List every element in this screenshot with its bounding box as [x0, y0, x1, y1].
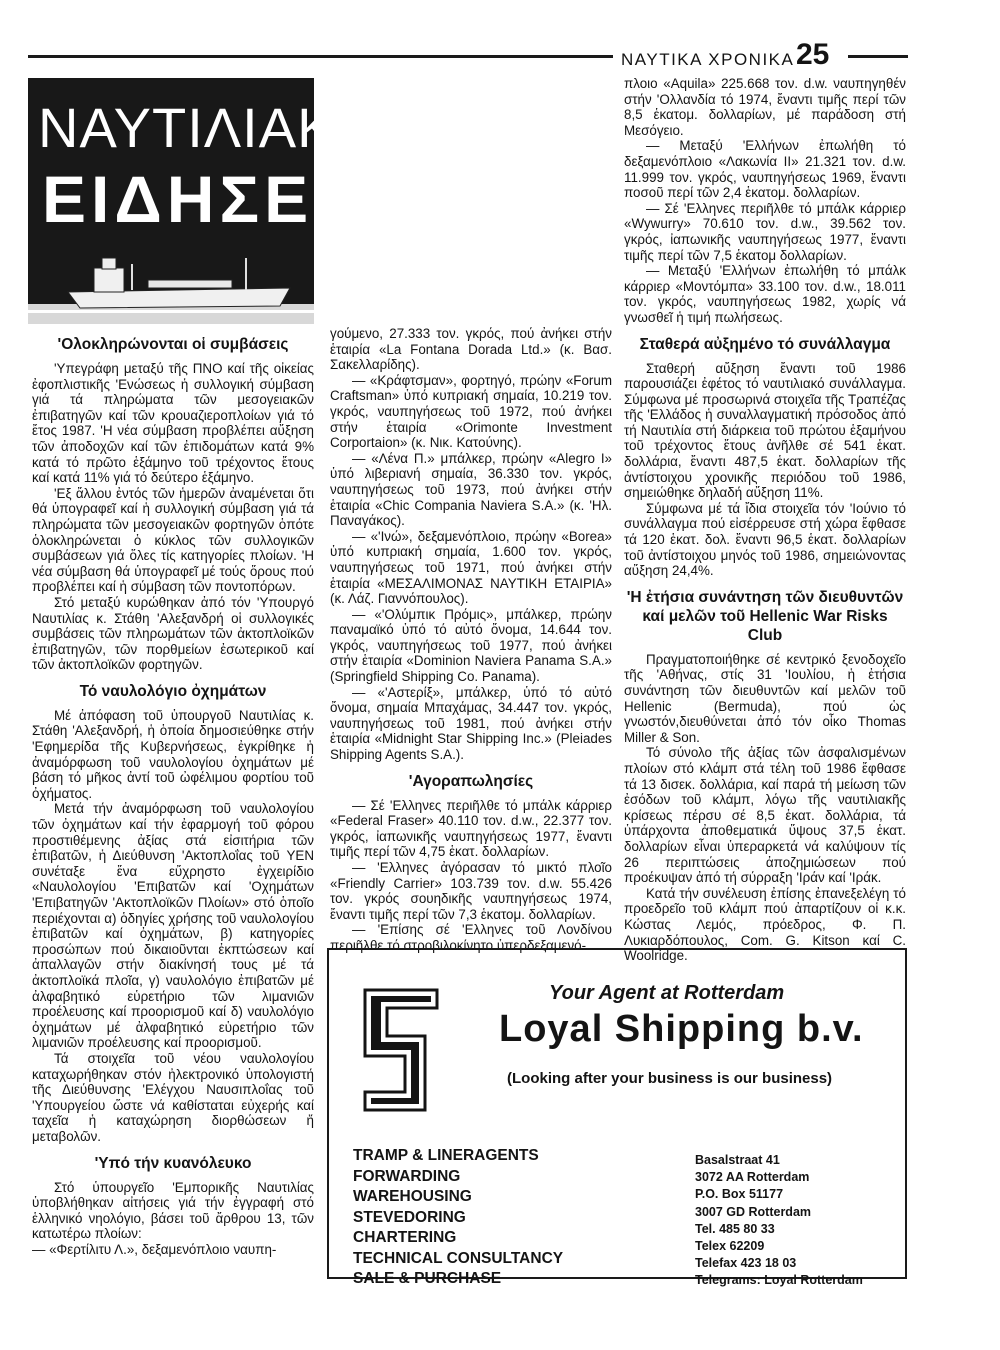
- header-rule-left: [28, 55, 613, 58]
- paragraph: Τό σύνολο τῆς ἀξίας τῶν ἀσφαλισμένων πλοίων στό κλάμπ στά τέλη τοῦ 1986 ἔφθασε τά 13 δισεκ. δολλάρια, καί παρά τή μείωση τῶν ἐσόδων τοῦ κλάμπ, λόγω τῆς ναυτιλιακῆς κρίσεως πέρσυ σέ 8,5 ἑκατ. δολλάρια, τά ὑπάρχοντα ἀποθεματικά ὕψους 37,5 ἑκατ. δολλαρίων εἶναι ὑπεραρκετά νά καλύψουν τίς 26 περιπτώσεις ἀποζημιώσεων πού προέκυψαν ἀπό τή σύρραξη 'Ιράν καί 'Ιράκ.: [624, 745, 906, 886]
- paragraph: Μέ ἀπόφαση τοῦ ὑπουργοῦ Ναυτιλίας κ. Στάθη 'Αλεξανδρή, ἡ ὁποία δημοσιεύθηκε στήν 'Εφημερίδα τῆς Κυβερνήσεως, ἐγκρίθηκε ἡ ἀναμόρφωση τοῦ ναυλολογίου ὀχημάτων μέ βάση τό μῆκος ἀντί τοῦ ὠφέλιμου φορτίου τοῦ ὀχήματος.: [32, 707, 314, 801]
- ship-illustration: [28, 234, 314, 324]
- paragraph: — «Λένα Π.» μπάλκερ, πρώην «Alegro I» ὑπό λιβεριανή σημαία, 36.330 τον. γκρός, ναυπηγήσεως τοῦ 1973, πού ἀνήκει στήν ἑταιρία «Chic Compania Naviera S.A.» (κ. 'Ηλ. Παναγάκος).: [330, 450, 612, 529]
- paragraph: — 'Ελληνες ἀγόρασαν τό μικτό πλοῖο «Friendly Carrier» 103.739 τον. d.w. 55.426 τον. γκρός σουηδικῆς ναυπηγήσεως 1974, ἔναντι τιμῆς περί τῶν 7,3 ἑκατομ. δολλαρίων.: [330, 860, 612, 922]
- ad-company-name: Loyal Shipping b.v.: [499, 1008, 864, 1050]
- paragraph: — Σέ 'Ελληνες περιῆλθε τό μπάλκ κάρριερ «Wywurry» 70.610 τον. d.w., 39.562 τον. γκρός, ἰαπωνικῆς ναυπηγήσεως 1977, ἔναντι τιμῆς περί τῶν 7,5 ἑκατομ δολλαρίων.: [624, 200, 906, 263]
- ad-slogan: (Looking after your business is our business): [507, 1070, 833, 1087]
- heading-foreign-exchange: Σταθερά αὐξημένο τό συνάλλαγμα: [639, 335, 891, 353]
- heading-greek-flag: 'Υπό τήν κυανόλευκο: [94, 1154, 252, 1172]
- paragraph: — Μεταξύ 'Ελλήνων ἐπωλήθη τό δεξαμενόπλοιο «Λακωνία ΙΙ» 21.321 τον. d.w. 11.999 τον. γκρός, ναυπηγήσεως 1969, ἔναντι ποσοῦ περί τῶν 2,4 ἑκατομ. δολλαρίων.: [624, 138, 906, 201]
- column-3: [624, 76, 906, 964]
- list-item: STEVEDORING: [353, 1208, 466, 1226]
- header-rule-right: [848, 55, 908, 58]
- heading-war-risks-club: 'Η ἐτήσια συνάντηση τῶν διευθυντῶν καί μελῶν τοῦ Hellenic War Risks Club: [626, 588, 904, 644]
- section-banner: [28, 78, 410, 322]
- paragraph: 'Υπεγράφη μεταξύ τῆς ΠΝΟ καί τῆς οἰκείας ἐφοπλιστικῆς 'Ενώσεως ἡ συλλογική σύμβαση γιά τά πληρώματα τῶν μεσογειακῶν ἐπιβατηγῶν καί τῶν κρουαζιεροπλοίων γιά τό ἔτος 1987. 'Η νέα σύμβαση προβλέπει αὔξηση τῶν ἀποδοχῶν καί τῶν ἐπιδομάτων κατά 9% κατά τό πρῶτο ἑξάμηνο τοῦ τρέχοντος ἔτους καί κατά 11% γιά τό δεύτερο ἑξάμηνο.: [32, 361, 314, 486]
- list-item: 3007 GD Rotterdam: [695, 1204, 812, 1219]
- contact-details: [695, 1152, 863, 1290]
- heading-vehicle-tariff: Τό ναυλολόγιο ὀχημάτων: [79, 682, 267, 700]
- paragraph: Τά στοιχεῖα τοῦ νέου ναυλολογίου καταχωρήθηκαν στόν ἠλεκτρονικό ὑπολογιστή τῆς Διεύθυνσης 'Ελέγχου Ναυσιπλοΐας τοῦ 'Υπουργείου ὥστε νά καθίσταται εὐχερής καί ταχεῖα ἡ καταχώρηση διορθώσεων ἤ μεταβολῶν.: [32, 1050, 314, 1144]
- paragraph: Κατά τήν συνέλευση ἐπίσης ἐπανεξελέγη τό προεδρεῖο τοῦ κλάμπ πού ἀπαρτίζουν οἱ κ.κ. Κώστας Λεμός, πρόεδρος, Φ. Π. Λυκιαρδόπουλος, Com. G. Kitson καί C. Woolridge.: [624, 885, 906, 964]
- paragraph: — Μεταξύ 'Ελλήνων ἐπωλήθη τό μπάλκ κάρριερ «Μοντόμπα» 33.100 τον. d.w., 18.011 τον. γκρός, ναυπηγήσεως 1982, χωρίς νά γνωσθεῖ ἡ τιμή πωλήσεως.: [624, 263, 906, 325]
- paragraph: γούμενο, 27.333 τον. γκρός, πού ἀνήκει στήν ἑταιρία «La Fontana Dorada Ltd.» (κ. Βασ. Σακελλαρίδης).: [330, 326, 612, 373]
- banner-title-line1: ΝΑΥΤΙΛΙΑΚΕΣ: [38, 96, 410, 159]
- paragraph: Μετά τήν ἀναμόρφωση τοῦ ναυλολογίου τῶν ὀχημάτων καί τήν ἐφαρμογή τοῦ φόρου προστιθέμενης ἀξίας στά εἰσιτήρια τῶν ἐπιβατῶν, ἡ Διεύθυνση 'Ακτοπλοΐας τοῦ ΥΕΝ συνέταξε ἕνα εὔχρηστο ἐγχειρίδιο «Ναυλολογίου 'Επιβατῶν καί 'Οχημάτων 'Επιβατηγῶν 'Ακτοπλοϊκῶν Πλοίων» στό ὁποῖο περιέχονται α) ὁδηγίες χρήσης τοῦ ναυλολογίου ἐπιβατῶν καί ὀχημάτων, β) κατηγορίες προσώπων πού δικαιοῦνται ἐκπτώσεων καί ἀπαλλαγῶν στήν διακίνησή τους μέ τά ἀκτοπλοϊκά πλοῖα, γ) ναυλολόγιο ἐπιβατῶν μέ ἀλφαβητικό εὑρετήριο τῶν λιμανιῶν προέλευσης καί προορισμοῦ καί δ) ναυλολόγιο ὀχημάτων μέ ἀλφαβητικό εὑρετήριο τῶν λιμανιῶν προέλευσης καί προορισμοῦ.: [32, 801, 314, 1051]
- paragraph: — 'Επίσης σέ 'Ελληνες τοῦ Λονδίνου περιῆλθε τό στροβιλοκίνητο ὑπερδεξαμενό-: [330, 922, 612, 953]
- list-item: FORWARDING: [353, 1167, 461, 1185]
- column-1: [32, 326, 314, 1257]
- paragraph: Σταθερή αὔξηση ἔναντι τοῦ 1986 παρουσιάζει ἐφέτος τό ναυτιλιακό συνάλλαγμα. Σύμφωνα μέ προσωρινά στοιχεῖα τῆς Τραπέζας τῆς 'Ελλάδος ἡ συναλλαγματική πρόσοδος ἀπό τή Ναυτιλία στή διάρκεια τοῦ πρώτου ἑξαμήνου τοῦ τρέχοντος ἔτους ἀνῆλθε σέ 541 ἑκατ. δολλάρια, ἔναντι 487,5 ἑκατ. δολλαρίων τῆς ἀντίστοιχου χρονικῆς περιόδου τοῦ 1986, σημειώθηκε δηλαδή αὔξηση 11%.: [624, 360, 906, 501]
- paragraph: — «Φερτίλιτυ Λ.», δεξαμενόπλοιο ναυπη-: [32, 1241, 277, 1257]
- paragraph: — «'Αστερίξ», μπάλκερ, ὑπό τό αὐτό ὄνομα, σημαία Μπαχάμας, 34.447 τον. γκρός, ναυπηγήσεως τοῦ 1981, πού ἀνήκει στήν ἑταιρία «Midnight Star Shipping Inc.» (Pleiades Shipping Agents S.A.).: [330, 684, 612, 763]
- list-item: CHARTERING: [353, 1229, 457, 1246]
- page-number: 25: [796, 38, 830, 71]
- list-item: Telefax 423 18 03: [695, 1256, 797, 1271]
- list-item: Telegrams: Loyal Rotterdam: [695, 1273, 863, 1288]
- list-item: TECHNICAL CONSULTANCY: [353, 1249, 564, 1267]
- banner-title-line2: ΕΙΔΗΣΕΙΣ: [42, 162, 382, 236]
- list-item: WAREHOUSING: [353, 1188, 472, 1205]
- paragraph: — «'Ινώ», δεξαμενόπλοιο, πρώην «Borea» ὑπό κυπριακή σημαία, 1.600 τον. γκρός, ναυπηγήσεως τοῦ 1971, πού ἀνήκει στήν ἑταιρία «ΜΕΣΑΛΙΜΟΝΑΣ ΝΑΥΤΙΚΗ ΕΤΑΙΡΙΑ» (κ. Λάζ. Γιαννόπουλος).: [330, 528, 612, 607]
- list-item: SALE & PURCHASE: [353, 1270, 502, 1287]
- paragraph: Στό μεταξύ κυρώθηκαν ἀπό τόν 'Υπουργό Ναυτιλίας κ. Στάθη 'Αλεξανδρή οἱ συλλογικές συμβάσεις τῶν πληρωμάτων τῶν ἀκτοπλοϊκῶν ἐπιβατηγῶν, τῶν πορθμείων ἐσωτερικοῦ καί τῶν ἀκτοπλοϊκῶν φορτηγῶν.: [32, 594, 314, 673]
- publication-title: ΝΑΥΤΙΚΑ ΧΡΟΝΙΚΑ: [621, 50, 795, 69]
- heading-sales-purchases: 'Αγοραπωλησίες: [408, 772, 534, 790]
- list-item: 3072 AA Rotterdam: [695, 1170, 810, 1185]
- paragraph: Στό ὑπουργεῖο 'Εμπορικῆς Ναυτιλίας ὑποβλήθηκαν αἰτήσεις γιά τήν ἐγγραφή στό ἑλληνικό νηολόγιο, βάσει τοῦ ἄρθρου 13, τῶν κατωτέρω πλοίων:: [32, 1179, 314, 1242]
- paragraph: 'Εξ ἄλλου ἐντός τῶν ἡμερῶν ἀναμένεται ὅτι θά ὑπογραφεῖ καί ἡ συλλογική σύμβαση γιά τά πληρώματα τῶν μεσογειακῶν φορτηγῶν ὁπότε ὁλοκληρώνεται ὁ κύκλος τῶν συλλογικῶν συμβάσεων γιά ὅλες τίς κατηγορίες πλοίων. 'Η νέα σύμβαση θά ὑπογραφεῖ μέ τούς ὅρους πού προβλέπει καί ἡ σύμβαση τῶν ποντοπόρων.: [32, 485, 314, 595]
- heading-agreements: 'Ολοκληρώνονται οἱ συμβάσεις: [57, 336, 289, 353]
- paragraph: — Σέ 'Ελληνες περιῆλθε τό μπάλκ κάρριερ «Federal Fraser» 40.110 τον. d.w., 22.377 τον. γκρός, ἰαπωνικῆς ναυπηγήσεως 1977, ἔναντι τιμῆς περί τῶν 4,75 ἑκατ. δολλαρίων.: [330, 797, 612, 860]
- ad-tagline: Your Agent at Rotterdam: [549, 982, 785, 1004]
- paragraph: — «'Ολύμπικ Πρόμις», μπάλκερ, πρώην παναμαϊκό ὑπό τό αὐτό ὄνομα, 14.644 τον. γκρός, ναυπηγήσεως τοῦ 1977, πού ἀνήκει στήν ἑταιρία «Dominion Naviera Panama S.A.» (Springfield Shipping Co. Panama).: [330, 606, 612, 685]
- list-item: Telex 62209: [695, 1239, 765, 1254]
- loyal-shipping-advertisement: [327, 948, 907, 1288]
- paragraph: Πραγματοποιήθηκε σέ κεντρικό ξενοδοχεῖο τῆς 'Αθήνας, στίς 31 'Ιουλίου, ἡ ἐτήσια συνάντηση τῶν διευθυντῶν καί μελῶν τοῦ Hellenic (Bermuda), πού ὡς γνωστόν,διευθύνεται ἀπό τόν οἶκο Thomas Miller & Son.: [624, 651, 906, 745]
- paragraph: — «Κράφτσμαν», φορτηγό, πρώην «Forum Craftsman» ὑπό κυπριακή σημαία, 10.219 τον. γκρός, ναυπηγήσεως τοῦ 1972, πού ἀνήκει στήν ἑταιρία «Orimonte Investment Corportaion» (κ. Νικ. Κατούνης).: [330, 372, 612, 451]
- column-2: [330, 326, 612, 954]
- list-item: P.O. Box 51177: [695, 1187, 784, 1202]
- company-logo: [351, 980, 451, 1120]
- paragraph: πλοιο «Aquila» 225.668 τον. d.w. ναυπηγηθέν στήν 'Ολλανδία τό 1974, ἔναντι τιμῆς περί τῶν 8,5 ἑκατομ. δολλαρίων, μέ παράδοση στή Μεσόγειο.: [624, 76, 906, 138]
- list-item: Basalstraat 41: [695, 1153, 780, 1167]
- list-item: TRAMP & LINERAGENTS: [353, 1147, 539, 1164]
- paragraph: Σύμφωνα μέ τά ἴδια στοιχεῖα τόν 'Ιούνιο τό συνάλλαγμα πού εἰσέρρευσε στή χώρα ἔφθασε τά 120 ἑκατ. δολ. ἔναντι 96,5 ἑκατ. δολλαρίων τοῦ ἀντίστοιχου μηνός τοῦ 1986, σημειώνοντας αὔξηση 24,4%.: [624, 500, 906, 579]
- list-item: Tel. 485 80 33: [695, 1221, 775, 1236]
- services-list: [353, 1146, 563, 1290]
